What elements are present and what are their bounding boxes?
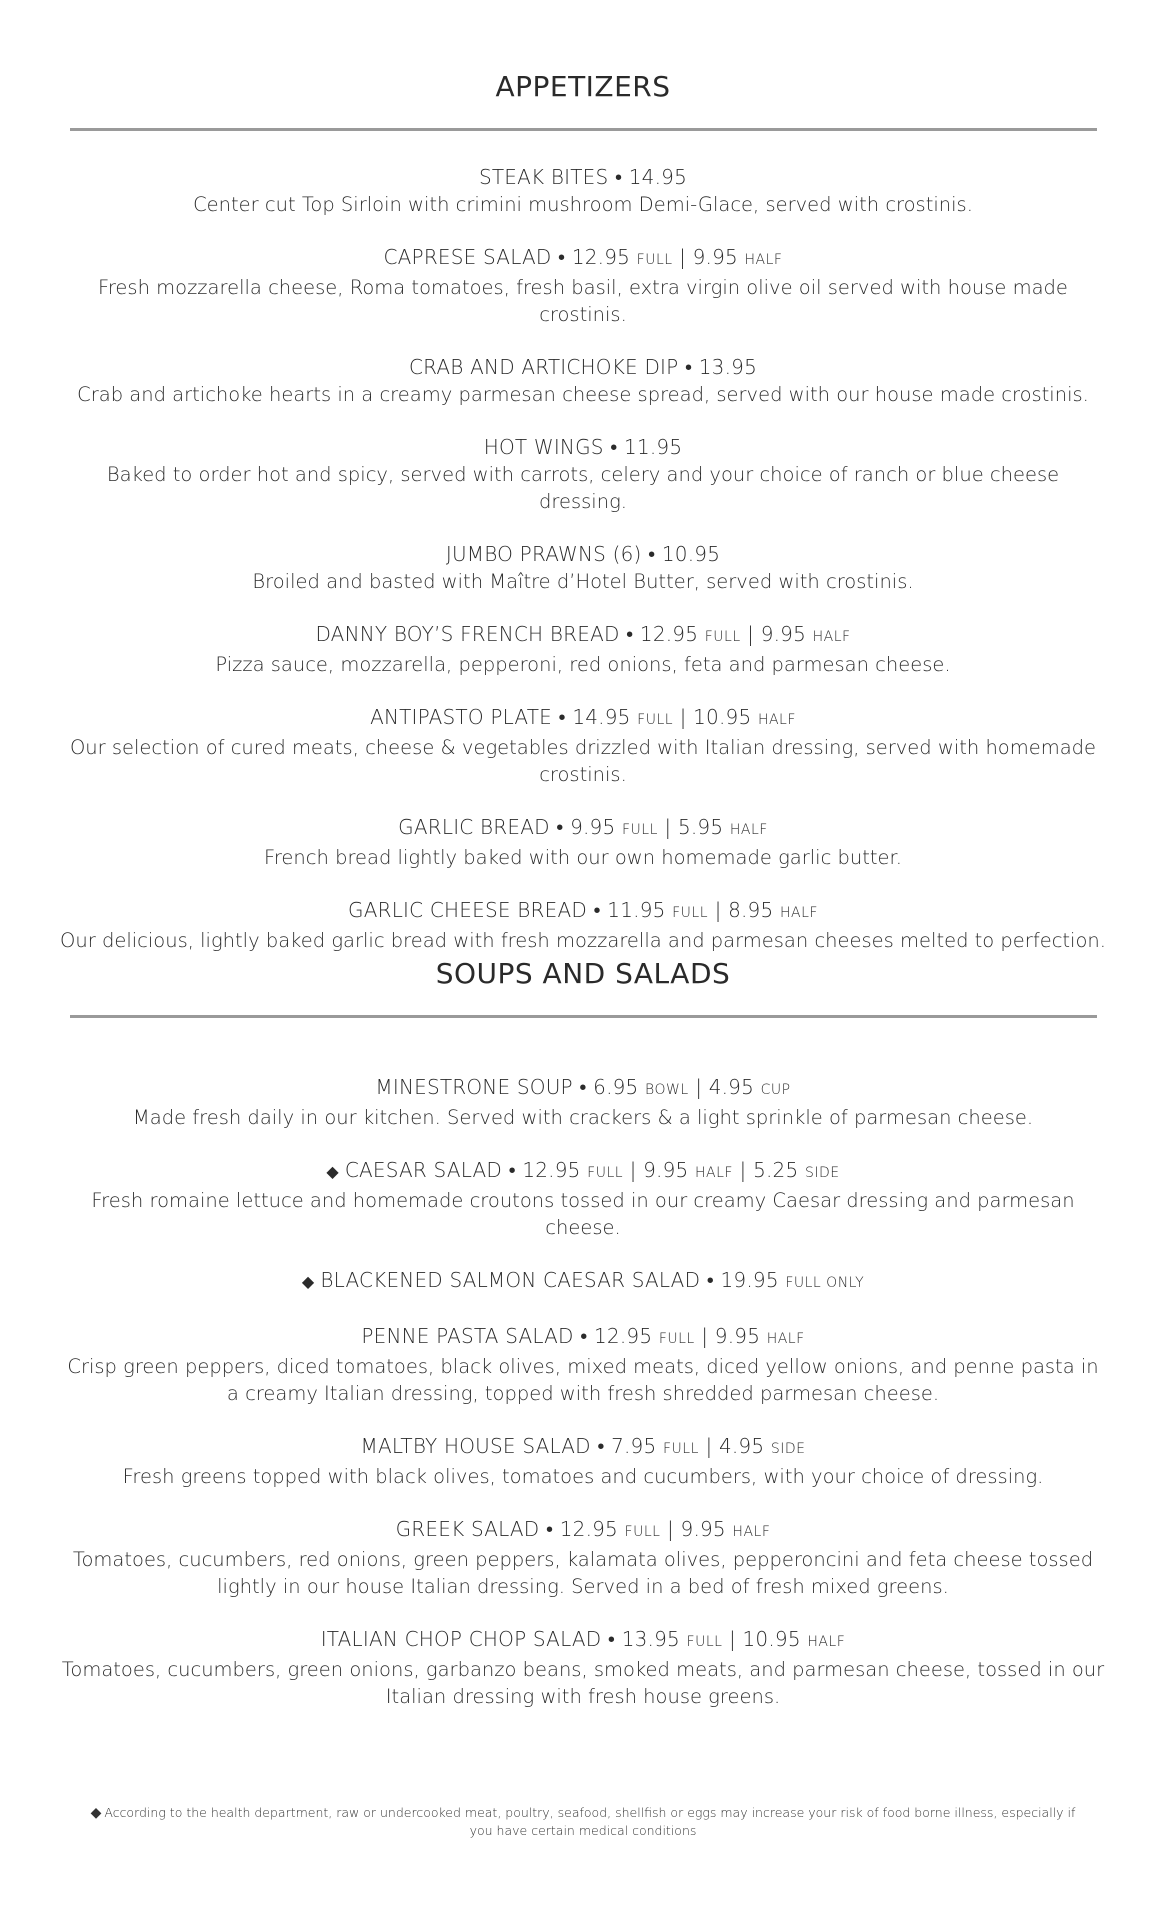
portion-label: SIDE xyxy=(770,1441,806,1457)
menu-item-description: Fresh mozzarella cheese, Roma tomatoes, fresh basil, extra virgin olive oil served with house made crostinis. xyxy=(98,276,1068,326)
price-separator: • xyxy=(593,898,601,922)
appetizers-section xyxy=(0,70,1166,980)
menu-item-price: 6.95 xyxy=(593,1075,639,1099)
price-separator: • xyxy=(558,245,566,269)
menu-item-name: CAESAR SALAD xyxy=(344,1158,502,1182)
menu-item-price: 12.95 xyxy=(639,622,699,646)
menu-item xyxy=(0,244,1166,328)
menu-item-description: Tomatoes, cucumbers, red onions, green peppers, kalamata olives, pepperoncini and feta cheese tossed lightly in our house Italian dressing. Served in a bed of fresh mixed greens. xyxy=(72,1548,1094,1598)
portion-label: HALF xyxy=(812,629,851,645)
menu-item-name: GREEK SALAD xyxy=(395,1517,540,1541)
menu-item-heading: GARLIC BREAD • 9.95 FULL | 5.95 HALF xyxy=(398,815,768,839)
menu-item-price: 14.95 xyxy=(628,165,688,189)
portion-label: FULL xyxy=(624,1524,661,1540)
menu-item-description: Center cut Top Sirloin with crimini mushroom Demi-Glace, served with crostinis. xyxy=(193,193,973,216)
menu-item-name: MINESTRONE SOUP xyxy=(375,1075,573,1099)
menu-item-name: CAPRESE SALAD xyxy=(383,245,552,269)
menu-item-name: PENNE PASTA SALAD xyxy=(361,1324,574,1348)
price-separator: • xyxy=(597,1434,605,1458)
portion-label: HALF xyxy=(779,905,818,921)
menu-item xyxy=(0,354,1166,408)
menu-item xyxy=(0,541,1166,595)
price-separator: • xyxy=(610,435,618,459)
menu-item-price: 7.95 xyxy=(611,1434,657,1458)
portion-label: FULL xyxy=(658,1331,695,1347)
portion-label: FULL xyxy=(637,712,674,728)
section-divider xyxy=(70,1015,1097,1018)
menu-item-heading xyxy=(60,164,1106,191)
menu-item-description: French bread lightly baked with our own homemade garlic butter. xyxy=(264,846,902,869)
menu-item-price: 14.95 xyxy=(572,705,631,729)
menu-item xyxy=(0,704,1166,788)
menu-item-description: Tomatoes, cucumbers, green onions, garbanzo beans, smoked meats, and parmesan cheese, tossed in our Italian dressing with fresh house greens. xyxy=(61,1658,1105,1708)
menu-item-description: Our delicious, lightly baked garlic bread with fresh mozzarella and parmesan cheeses melted to perfection. xyxy=(60,929,1106,952)
menu-item xyxy=(0,1433,1166,1490)
portion-label: FULL xyxy=(636,252,673,268)
portion-label: FULL xyxy=(621,822,658,838)
health-footnote xyxy=(80,1804,1086,1840)
menu-item-price: 12.95 xyxy=(559,1517,618,1541)
footnote-text: According to the health department, raw or undercooked meat, poultry, seafood, shellfish or eggs may increase your risk of food borne illness, especially if you have certain medical conditions xyxy=(104,1805,1076,1838)
menu-item-price: 8.95 xyxy=(728,898,774,922)
menu-item-price: 13.95 xyxy=(621,1627,680,1651)
portion-label: CUP xyxy=(760,1082,791,1098)
menu-item-name: ITALIAN CHOP CHOP SALAD xyxy=(320,1627,602,1651)
menu-item-name: GARLIC BREAD xyxy=(398,815,550,839)
portion-label: HALF xyxy=(766,1331,805,1347)
price-separator: • xyxy=(556,815,564,839)
menu-item xyxy=(0,1516,1166,1600)
menu-item-price: 9.95 xyxy=(643,1158,689,1182)
price-separator: • xyxy=(545,1517,554,1541)
portion-label: FULL xyxy=(704,629,741,645)
menu-item-name: BLACKENED SALMON CAESAR SALAD xyxy=(320,1268,701,1292)
appetizers-list xyxy=(0,164,1166,954)
menu-item xyxy=(0,897,1166,954)
menu-item-description: Our selection of cured meats, cheese & vegetables drizzled with Italian dressing, served with homemade crostinis. xyxy=(69,736,1097,786)
menu-item-heading: DANNY BOY’S FRENCH BREAD • 12.95 FULL | 9.95 HALF xyxy=(315,622,851,646)
portion-label: HALF xyxy=(695,1165,733,1181)
menu-item-heading: PENNE PASTA SALAD • 12.95 FULL | 9.95 HALF xyxy=(361,1324,805,1348)
portion-label: HALF xyxy=(744,252,783,268)
menu-item-description: Fresh greens topped with black olives, tomatoes and cucumbers, with your choice of dressing. xyxy=(122,1465,1044,1488)
menu-item-price: 9.95 xyxy=(760,622,807,646)
menu-item-price: 4.95 xyxy=(708,1075,755,1099)
menu-item xyxy=(0,1267,1166,1297)
menu-item-description: Made fresh daily in our kitchen. Served with crackers & a light sprinkle of parmesan cheese. xyxy=(132,1106,1034,1129)
menu-item-heading: GREEK SALAD • 12.95 FULL | 9.95 HALF xyxy=(395,1517,771,1541)
menu-item xyxy=(0,1157,1166,1241)
menu-item-price: 9.95 xyxy=(692,245,738,269)
menu-item-description: Baked to order hot and spicy, served with carrots, celery and your choice of ranch or blue cheese dressing. xyxy=(106,463,1060,513)
menu-item-name: CRAB AND ARTICHOKE DIP xyxy=(408,355,679,379)
menu-item-price: 10.95 xyxy=(742,1627,801,1651)
menu-item-price: 9.95 xyxy=(714,1324,761,1348)
appetizers-title: APPETIZERS xyxy=(495,70,671,103)
menu-item-description: Crab and artichoke hearts in a creamy parmesan cheese spread, served with our house made crostinis. xyxy=(77,383,1089,406)
portion-label: FULL ONLY xyxy=(785,1275,865,1291)
menu-item-name: MALTBY HOUSE SALAD xyxy=(360,1434,591,1458)
menu-item-price: 10.95 xyxy=(693,705,752,729)
menu-item-name: HOT WINGS xyxy=(483,435,604,459)
soups-salads-section xyxy=(0,957,1166,1736)
menu-item xyxy=(0,164,1166,218)
menu-item-heading xyxy=(60,354,1106,381)
menu-item-price: 12.95 xyxy=(571,245,631,269)
menu-item xyxy=(0,814,1166,871)
portion-label: HALF xyxy=(807,1634,846,1650)
menu-item-price: 9.95 xyxy=(680,1517,726,1541)
price-separator: • xyxy=(626,622,634,646)
menu-item-price: 19.95 xyxy=(720,1268,779,1292)
diamond-icon: ◆ xyxy=(301,1272,315,1291)
soups-salads-title: SOUPS AND SALADS xyxy=(435,957,731,990)
menu-item-heading: MINESTRONE SOUP • 6.95 BOWL | 4.95 CUP xyxy=(375,1075,791,1099)
soups-salads-list xyxy=(0,1074,1166,1710)
menu-item-name: STEAK BITES xyxy=(478,165,609,189)
menu-item-heading: MALTBY HOUSE SALAD • 7.95 FULL | 4.95 SIDE xyxy=(360,1434,806,1458)
diamond-icon: ◆ xyxy=(90,1805,102,1821)
menu-item-heading: CAPRESE SALAD • 12.95 FULL | 9.95 HALF xyxy=(383,245,783,269)
menu-item-price: 5.95 xyxy=(677,815,724,839)
portion-label: FULL xyxy=(672,905,709,921)
menu-item-price: 11.95 xyxy=(607,898,666,922)
portion-label: SIDE xyxy=(804,1165,840,1181)
price-separator: • xyxy=(607,1627,616,1651)
diamond-icon: ◆ xyxy=(326,1162,339,1181)
menu-item xyxy=(0,434,1166,515)
menu-item-name: ANTIPASTO PLATE xyxy=(370,705,552,729)
menu-item-heading: ◆ CAESAR SALAD • 12.95 FULL | 9.95 HALF | 5.25 SIDE xyxy=(326,1158,840,1182)
menu-item-price: 9.95 xyxy=(570,815,616,839)
menu-item-price: 4.95 xyxy=(718,1434,765,1458)
menu-item-heading xyxy=(60,434,1106,461)
menu-item-price: 11.95 xyxy=(624,435,683,459)
menu-item xyxy=(0,1074,1166,1131)
price-separator: • xyxy=(684,355,693,379)
menu-item xyxy=(0,621,1166,678)
menu-item-heading: GARLIC CHEESE BREAD • 11.95 FULL | 8.95 HALF xyxy=(348,898,818,922)
price-separator: • xyxy=(648,542,656,566)
menu-item-price: 12.95 xyxy=(593,1324,653,1348)
menu-item-description: Crisp green peppers, diced tomatoes, black olives, mixed meats, diced yellow onions, and penne pasta in a creamy Italian dressing, topped with fresh shredded parmesan cheese. xyxy=(67,1355,1099,1405)
portion-label: FULL xyxy=(587,1165,624,1181)
menu-item-heading: ANTIPASTO PLATE • 14.95 FULL | 10.95 HALF xyxy=(370,705,796,729)
menu-item-price: 10.95 xyxy=(661,542,721,566)
portion-label: BOWL xyxy=(645,1082,689,1098)
menu-item-name: DANNY BOY’S FRENCH BREAD xyxy=(315,622,620,646)
portion-label: HALF xyxy=(757,712,796,728)
price-separator: • xyxy=(580,1324,588,1348)
menu-item-description: Fresh romaine lettuce and homemade croutons tossed in our creamy Caesar dressing and parmesan cheese. xyxy=(91,1189,1075,1239)
menu-item xyxy=(0,1626,1166,1710)
portion-label: HALF xyxy=(732,1524,771,1540)
menu-item-heading xyxy=(60,541,1106,568)
portion-label: FULL xyxy=(662,1441,699,1457)
price-separator: • xyxy=(579,1075,587,1099)
menu-item-heading: ITALIAN CHOP CHOP SALAD • 13.95 FULL | 10.95 HALF xyxy=(320,1627,846,1651)
menu-item-heading xyxy=(60,1267,1106,1297)
menu-item-description: Broiled and basted with Maître d’Hotel Butter, served with crostinis. xyxy=(252,570,914,593)
portion-label: HALF xyxy=(729,822,768,838)
section-divider xyxy=(70,128,1097,131)
menu-item-price: 5.25 xyxy=(753,1158,799,1182)
menu-item-price: 12.95 xyxy=(522,1158,581,1182)
menu-item-price: 13.95 xyxy=(698,355,758,379)
price-separator: • xyxy=(614,165,623,189)
menu-item xyxy=(0,1323,1166,1407)
price-separator: • xyxy=(706,1268,714,1292)
menu-item-description: Pizza sauce, mozzarella, pepperoni, red onions, feta and parmesan cheese. xyxy=(215,653,951,676)
menu-item-name: GARLIC CHEESE BREAD xyxy=(348,898,587,922)
portion-label: FULL xyxy=(686,1634,723,1650)
price-separator: • xyxy=(508,1158,516,1182)
price-separator: • xyxy=(558,705,566,729)
menu-item-name: JUMBO PRAWNS (6) xyxy=(445,542,642,566)
